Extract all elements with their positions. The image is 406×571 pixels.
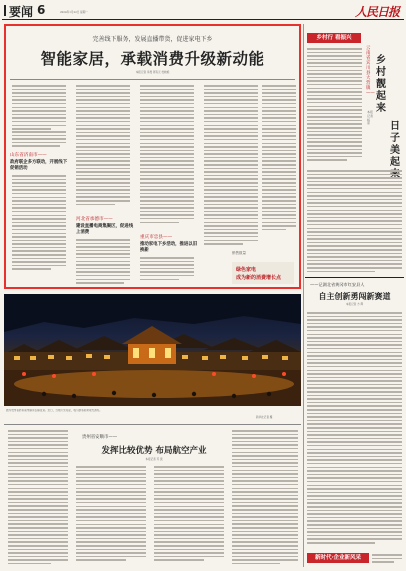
- brand-logo: 人民日报: [355, 5, 400, 19]
- lead-subhead-3-kicker: 重庆市忠县——: [140, 235, 173, 240]
- bottom-kicker: 贵州省安顺市——: [82, 435, 118, 440]
- bottom-left-text: [8, 430, 68, 567]
- town-nightscape-graphic: [4, 294, 301, 406]
- lead-subhead-1-kicker: 山东省济南市——: [10, 153, 47, 158]
- lead-col3-text-a: [140, 85, 194, 225]
- lead-subhead-1: 政府联企多方联动，开展线下促销活动: [10, 160, 68, 171]
- lead-subhead-2: 建设直播电商集聚区，促进线上消费: [76, 224, 134, 235]
- bottom-byline: 本报记者 苏 滨: [145, 458, 163, 461]
- date-line: 2024年1月22日 星期一: [60, 11, 88, 14]
- lead-rule: [10, 79, 295, 80]
- sidebar-kicker: 云南省宾川县大营镇——: [366, 46, 375, 96]
- sidebar-headline-b: 日子美起: [390, 121, 400, 168]
- sidebar-text-b: [307, 170, 402, 274]
- lead-subhead-3: 推动家电下乡活动，推进以旧换新: [140, 242, 198, 253]
- sidebar-text-a: [307, 48, 362, 163]
- ad-line-2: 成为新的消费增长点: [236, 275, 282, 281]
- masthead-rule: [2, 19, 404, 20]
- lead-kicker: 完善线下服务，发展直播带货，促进家电下乡: [92, 36, 213, 43]
- sidebar-byline: 本报记者 杨 彦: [367, 110, 374, 126]
- lead-col1-text-a: [12, 85, 66, 132]
- photo-caption: 图为贵州省黔东南州镇远古镇夜景。近日，当地灯光亮起，吸引游客前来观光游览。: [6, 409, 102, 412]
- mid-right-text: [307, 312, 402, 546]
- bottom-right-text: [372, 554, 402, 565]
- masthead: [0, 0, 406, 20]
- sidebar-divider: [305, 277, 404, 278]
- lead-subhead-2-kicker: 河北省承德市——: [76, 217, 113, 222]
- mid-right-byline: 本报记者 方 辉: [345, 303, 364, 306]
- lead-col4-text-a: [204, 85, 258, 247]
- lead-byline: 本报记者 李晨 周有元 杜晓艳: [135, 71, 170, 74]
- section-marker: [4, 5, 6, 16]
- sidebar-headline-a: 乡村靓起来: [376, 55, 386, 114]
- bottom-col4-text: [232, 430, 298, 567]
- photo-bottom-rule: [4, 424, 301, 425]
- news-photo: [4, 294, 301, 406]
- photo-credit: 新华社记者 摄: [256, 416, 273, 419]
- lead-headline: 智能家居，承载消费升级新动能: [40, 50, 265, 68]
- lead-col2-text-b: [76, 239, 130, 286]
- bottom-headline: 发挥比较优势 布局航空产业: [101, 446, 207, 456]
- sidebar-section-tag: 乡村行 看振兴: [307, 33, 361, 43]
- ad-line-1: 绿色家电: [236, 267, 257, 273]
- right-column-rule: [303, 24, 304, 567]
- lead-col5-text-a: [262, 85, 296, 232]
- bottom-col2-text: [76, 466, 146, 563]
- bottom-col3-text: [154, 466, 224, 563]
- section-title: 要闻: [9, 5, 34, 19]
- lead-continued-label: 销售数量: [232, 251, 246, 255]
- lead-col2-text-a: [76, 85, 130, 207]
- mid-right-headline: 自主创新勇闯新赛道: [318, 291, 391, 301]
- mid-right-kicker: ——记湖北省黄冈市红安县人: [310, 282, 365, 287]
- bottom-section-tag: 新时代·企业新风采: [307, 553, 369, 563]
- lead-col3-text-b: [140, 257, 194, 282]
- lead-col1-text-b: [12, 131, 66, 149]
- page-number: 6: [37, 3, 46, 17]
- lead-col1-text-c: [12, 175, 66, 272]
